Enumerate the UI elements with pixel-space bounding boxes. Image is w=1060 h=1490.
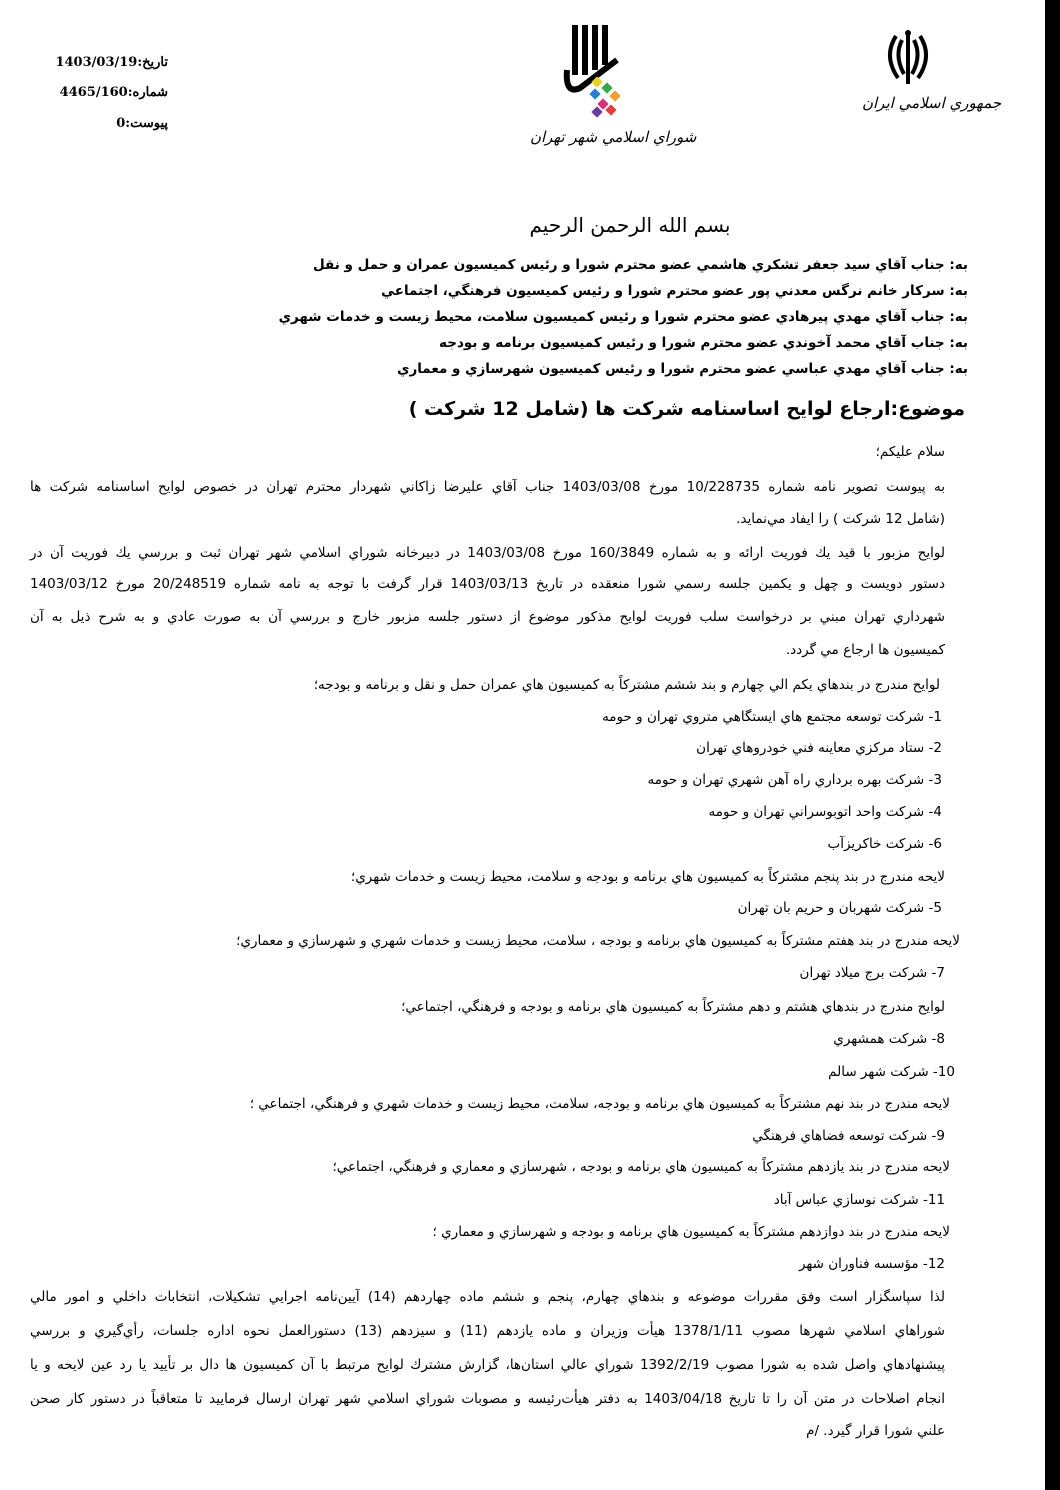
paragraph-line: علني شورا قرار گيرد. /م: [806, 1423, 945, 1439]
paragraph-line: دستور دويست و چهل و يكمين جلسه رسمي شورا منعقده در تاريخ 1403/03/13 قرار گرفت با توجه به نامه شماره 20/248519 مورخ 1403/03/12: [30, 576, 945, 592]
logo-tile: [597, 98, 608, 109]
company-item: 6- شركت خاكريزآب: [827, 836, 942, 852]
recipient-line: به: سركار خانم نرگس معدني پور عضو محترم شورا و رئيس كميسيون فرهنگي، اجتماعي: [381, 283, 968, 299]
emblem-text: جمهوري اسلامي ايران: [862, 94, 1002, 112]
bismillah: بسم الله الرحمن الرحيم: [529, 213, 731, 237]
council-logo-icon: [555, 20, 625, 120]
logo-tile: [605, 104, 616, 115]
referral-line: لايحه مندرج در بند هفتم مشتركاً به كميسيون هاي برنامه و بودجه ، سلامت، محيط زيست و خدمات شهري و شهرسازي و معماري؛: [236, 933, 960, 949]
company-item: 3- شركت بهره برداري راه آهن شهري تهران و حومه: [647, 772, 942, 788]
referral-line: لايحه مندرج در بند پنجم مشتركاً به كميسيون هاي برنامه و بودجه و سلامت، محيط زيست و خدمات شهري؛: [350, 869, 945, 885]
company-item: 8- شركت همشهري: [833, 1031, 945, 1047]
logo-tile: [591, 106, 602, 117]
referral-line: لايحه مندرج در بند نهم مشتركاً به كميسيون هاي برنامه و بودجه، سلامت، محيط زيست و خدمات شهري و فرهنگي، اجتماعي ؛: [249, 1096, 950, 1112]
attachment-field: پيوست:0: [116, 116, 168, 131]
paragraph-line: (شامل 12 شركت ) را ايفاد مي‌نمايد.: [736, 511, 945, 527]
recipient-line: به: جناب آقاي محمد آخوندي عضو محترم شورا و رئيس كميسيون برنامه و بودجه: [439, 335, 968, 351]
recipient-line: به: جناب آقاي مهدي عباسي عضو محترم شورا و رئيس كميسيون شهرسازي و معماري: [397, 361, 968, 377]
company-item: 2- ستاد مركزي معاينه فني خودروهاي تهران: [696, 740, 942, 756]
company-item: 10- شركت شهر سالم: [828, 1064, 955, 1080]
paragraph-line: انجام اصلاحات در متن آن را تا تاريخ 1403/04/18 به دفتر هيأت‌رئيسه و مصوبات شوراي اسلامي شهر تهران ارسال فرماييد تا متعاقباً در دستور كار صحن: [30, 1391, 945, 1407]
paragraph-line: كميسيون ها ارجاع مي گردد.: [785, 642, 945, 658]
paragraph-line: لوايح مزبور با قيد يك فوريت ارائه و به شماره 160/3849 مورخ 1403/03/08 در دبيرخانه شوراي اسلامي شهر تهران ثبت و بررسي يك فوريت آن در: [30, 545, 945, 561]
company-item: 1- شركت توسعه مجتمع هاي ايستگاهي متروي تهران و حومه: [602, 709, 942, 725]
referral-line: لوايح مندرج در بندهاي يكم الي چهارم و بند ششم مشتركاً به كميسيون هاي عمران حمل و نقل و برنامه و بودجه؛: [313, 677, 940, 693]
company-item: 11- شركت نوسازي عباس آباد: [773, 1192, 945, 1208]
council-logo-text: شوراي اسلامي شهر تهران: [530, 128, 697, 146]
iran-emblem-icon: [878, 28, 938, 88]
paragraph-line: لذا سپاسگزار است وفق مقررات موضوعه و بندهاي چهارم، پنجم و ششم ماده چهاردهم (14) آيين‌نامه اجرايي تشكيلات، انتخابات داخلي و امور مالي: [30, 1289, 946, 1305]
logo-tile: [609, 90, 620, 101]
date-field: تاريخ:1403/03/19: [55, 55, 168, 70]
logo-tile: [601, 82, 612, 93]
paragraph-line: شوراهاي اسلامي شهرها مصوب 1378/1/11 هيأت وزيران و ماده يازدهم (11) و سيزدهم (13) دستورالعمل نحوه اداره جلسات، رأي‌گيري و بررسي: [30, 1323, 945, 1339]
company-item: 4- شركت واحد اتوبوسراني تهران و حومه: [708, 804, 942, 820]
referral-line: لايحه مندرج در بند دوازدهم مشتركاً به كميسيون هاي برنامه و بودجه و شهرسازي و معماري ؛: [432, 1224, 950, 1240]
paragraph-line: شهرداري تهران مبني بر درخواست سلب فوريت لوايح مذكور موضوع از دستور جلسه مزبور خارج و بررسي آن به صورت عادي و به شرح ذيل به آن: [30, 609, 945, 625]
company-item: 9- شركت توسعه فضاهاي فرهنگي: [752, 1128, 945, 1144]
subject-line: موضوع:ارجاع لوايح اساسنامه شركت ها (شامل 12 شركت ): [408, 398, 965, 420]
company-item: 7- شركت برج ميلاد تهران: [799, 965, 945, 981]
company-item: 12- مؤسسه فناوران شهر: [798, 1256, 945, 1272]
greeting: سلام عليكم؛: [875, 444, 945, 460]
referral-line: لايحه مندرج در بند يازدهم مشتركاً به كميسيون هاي برنامه و بودجه ، شهرسازي و معماري و فرهنگي، اجتماعي؛: [332, 1159, 950, 1175]
paragraph-line: به پيوست تصوير نامه شماره 10/228735 مورخ 1403/03/08 جناب آقاي عليرضا زاكاني شهردار محترم تهران در خصوص لوايح اساسنامه شركت ها: [30, 479, 945, 495]
recipient-line: به: جناب آقاي سيد جعفر تشكري هاشمي عضو محترم شورا و رئيس كميسيون عمران و حمل و نقل: [313, 257, 968, 273]
company-item: 5- شركت شهربان و حريم بان تهران: [737, 900, 942, 916]
logo-tile: [589, 88, 600, 99]
referral-line: لوايح مندرج در بندهاي هشتم و دهم مشتركاً به كميسيون هاي برنامه و بودجه و فرهنگي، اجتماعي؛: [401, 999, 945, 1015]
recipient-line: به: جناب آقاي مهدي پيرهادي عضو محترم شورا و رئيس كميسيون سلامت، محيط زيست و خدمات شهري: [278, 309, 968, 325]
paragraph-line: پيشنهادهاي واصل شده به شورا مصوب 1392/2/19 شوراي عالي استان‌ها، گزارش مشترك لوايح مرتبط با آن كميسيون ها دال بر تأييد يا رد عين لايحه و يا: [30, 1357, 945, 1373]
number-field: شماره:4465/160: [59, 85, 168, 100]
